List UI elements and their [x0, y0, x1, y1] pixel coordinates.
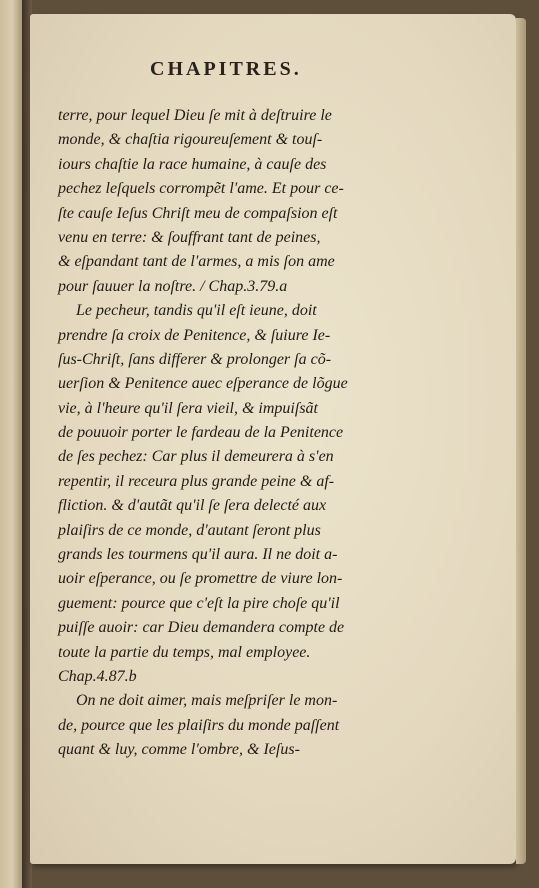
text-line: guement: pource que c'eſt la pire choſe qu'il — [58, 594, 340, 612]
text-line: repentir, il receura plus grande peine & af- — [58, 472, 335, 490]
left-page-edge — [0, 0, 22, 888]
chapter-reference: Chap.4.87.b — [58, 667, 137, 685]
text-line: quant & luy, comme l'ombre, & Ieſus- — [58, 741, 300, 759]
text-line: ſus-Chriſt, ſans differer & prolonger ſa cõ- — [58, 350, 332, 368]
text-line: grands les tourmens qu'il aura. Il ne doit a- — [58, 546, 338, 564]
text-line: iours chaſtie la race humaine, à cauſe des — [58, 155, 327, 173]
text-line: pechez leſquels corrompẽt l'ame. Et pour ce- — [58, 180, 344, 198]
text-line: de ſes pechez: Car plus il demeurera à s'en — [58, 448, 334, 466]
text-line: de pouuoir porter le fardeau de la Penitence — [58, 424, 344, 442]
text-line: ſte cauſe Ieſus Chriſt meu de compaſsion eſt — [58, 204, 338, 222]
paragraph-start-line: Le pecheur, tandis qu'il eſt ieune, doit — [76, 302, 317, 320]
text-line: terre, pour lequel Dieu ſe mit à deſtruire le — [58, 107, 332, 124]
text-line: fliction. & d'autãt qu'il ſe ſera delecté aux — [58, 497, 327, 515]
text-line: monde, & chaſtia rigoureuſement & touſ- — [58, 131, 323, 149]
text-line: venu en terre: & ſouffrant tant de peines, — [58, 228, 321, 246]
text-line: uerſion & Penitence auec eſperance de lõgue — [58, 375, 348, 393]
text-line: toute la partie du temps, mal employee. — [58, 643, 311, 661]
text-line: de, pource que les plaiſirs du monde paſſent — [58, 716, 340, 734]
running-head: CHAPITRES. — [150, 58, 302, 80]
text-line: vie, à l'heure qu'il ſera vieil, & impuiſsãt — [58, 399, 318, 417]
text-line: pour ſauuer la noſtre. / Chap.3.79.a — [58, 277, 288, 295]
paragraph-start-line: On ne doit aimer, mais meſpriſer le mon- — [76, 692, 338, 710]
text-line: uoir eſperance, ou ſe promettre de viure lon- — [58, 570, 343, 588]
text-line: prendre ſa croix de Penitence, & ſuiure Ie- — [58, 326, 331, 344]
text-line: puiſſe auoir: car Dieu demandera compte de — [58, 619, 345, 637]
body-text — [58, 104, 398, 763]
page-fore-edge — [516, 18, 526, 864]
text-line: plaiſirs de ce monde, d'autant ſeront plus — [58, 521, 321, 539]
text-line: & eſpandant tant de l'armes, a mis ſon ame — [58, 253, 335, 271]
